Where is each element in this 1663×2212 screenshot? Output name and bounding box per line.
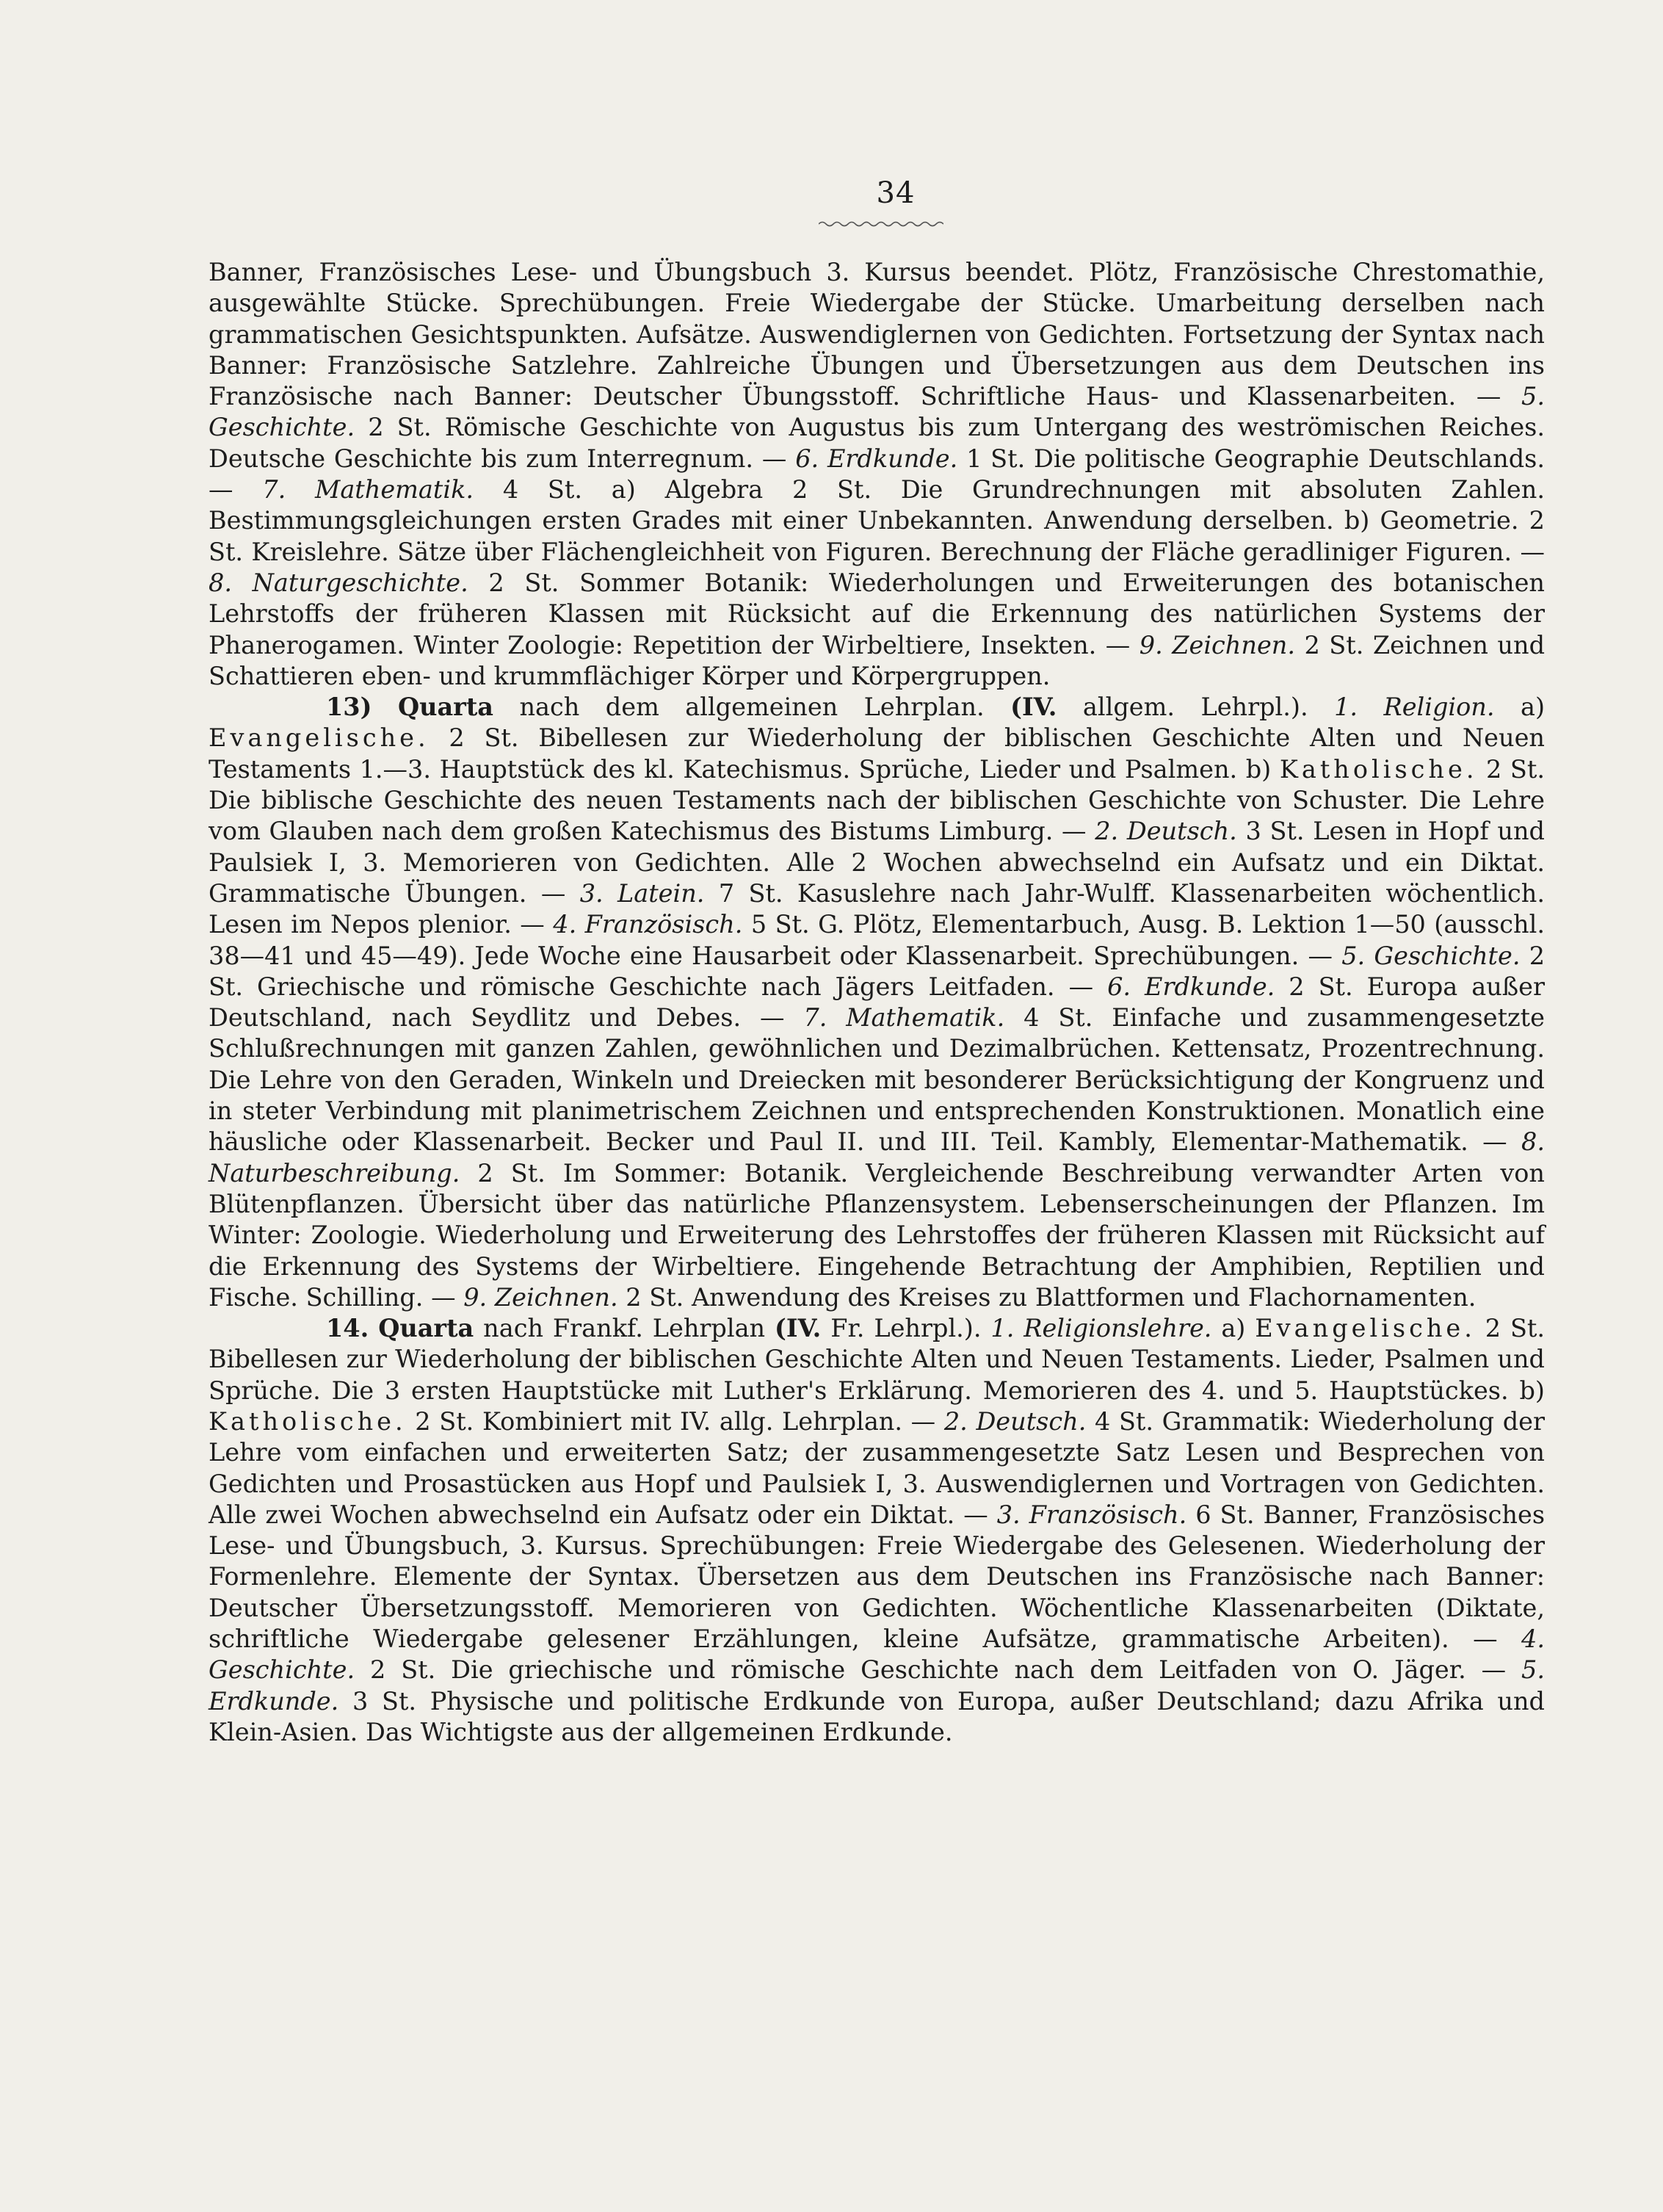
subject-zeichnen: 9. Zeichnen. <box>1139 630 1296 659</box>
denomination-evangelisch: Evangelische. <box>209 723 430 753</box>
subject-franzoesisch: 3. Französisch. <box>996 1500 1187 1529</box>
subject-mathematik: 7. Mathematik. <box>803 1003 1005 1033</box>
subject-mathematik: 7. Mathematik. <box>262 475 474 505</box>
main-text <box>209 257 1545 1748</box>
subject-erdkunde: 6. Erdkunde. <box>1107 972 1275 1001</box>
subject-deutsch: 2. Deutsch. <box>943 1406 1087 1436</box>
subject-geschichte: 5. Geschichte. <box>209 382 1545 442</box>
page-number-ornament <box>819 219 943 229</box>
subject-geschichte: 5. Geschichte. <box>1341 941 1521 970</box>
plan-tag: (IV. <box>1010 693 1057 722</box>
subject-religionslehre: 1. Religionslehre. <box>990 1314 1212 1343</box>
section-number: 14. <box>326 1314 369 1343</box>
class-name: Quarta <box>378 1314 474 1343</box>
subject-zeichnen: 9. Zeichnen. <box>463 1282 618 1312</box>
subject-erdkunde: 6. Erdkunde. <box>795 444 958 473</box>
subject-naturbeschreibung: 8. Naturbeschreibung. <box>209 1127 1545 1188</box>
denomination-evangelisch: Evangelische. <box>1255 1314 1476 1343</box>
subject-erdkunde: 5. Erdkunde. <box>209 1655 1545 1716</box>
subject-naturgeschichte: 8. Naturgeschichte. <box>209 568 468 597</box>
subject-religion: 1. Religion. <box>1334 693 1495 722</box>
denomination-katholisch: Katholische. <box>209 1406 407 1436</box>
subject-geschichte: 4. Geschichte. <box>209 1624 1546 1685</box>
paragraph-quarta-allgemein: 13) Quarta nach dem allgemeinen Lehrplan. (IV. allgem. Lehrpl.). 1. Religion. a) Evangelische. 2 St. Bibellesen zur Wiederholung der biblischen Geschichte Alten und Neuen Testaments 1.—3. Hauptstück des kl. Katechismus. Sprüche, Lieder und Psalmen. b) Katholische. 2 St. Die biblische Geschichte des neuen Testaments nach der biblischen Geschichte von Schuster. Die Lehre vom Glauben nach dem großen Katechismus des Bistums Limburg. — 2. Deutsch. 3 St. Lesen in Hopf und Paulsiek I, 3. Memorieren von Gedichten. Alle 2 Wochen abwechselnd ein Aufsatz und ein Diktat. Grammatische Übungen. — 3. Latein. 7 St. Kasuslehre nach Jahr-Wulff. Klassenarbeiten wöchentlich. Lesen im Nepos plenior. — 4. Französisch. 5 St. G. Plötz, Elementarbuch, Ausg. B. Lektion 1—50 (ausschl. 38—41 und 45—49). Jede Woche eine Hausarbeit oder Klassenarbeit. Sprechübungen. — 5. Geschichte. 2 St. Griechische und römische Geschichte nach Jägers Leitfaden. — 6. Erdkunde. 2 St. Europa außer Deutschland, nach Seydlitz und Debes. — 7. Mathematik. 4 St. Einfache und zusammengesetzte Schlußrechnungen mit ganzen Zahlen, gewöhnlichen und Dezimalbrüchen. Kettensatz, Prozentrechnung. Die Lehre von den Geraden, Winkeln und Dreiecken mit besonderer Berücksichtigung der Kongruenz und in steter Verbindung mit planimetrischem Zeichnen und entsprechenden Konstruktionen. Monatlich eine häusliche oder Klassenarbeit. Becker und Paul II. und III. Teil. Kambly, Elementar-Mathematik. — 8. Naturbeschreibung. 2 St. Im Sommer: Botanik. Vergleichende Beschreibung verwandter Arten von Blütenpflanzen. Übersicht über das natürliche Pflanzensystem. Lebenserscheinungen der Pflanzen. Im Winter: Zoologie. Wiederholung und Erweiterung des Lehrstoffes der früheren Klassen mit Rücksicht auf die Erkennung des Systems der Wirbeltiere. Eingehende Betrachtung der Amphibien, Reptilien und Fische. Schilling. — 9. Zeichnen. 2 St. Anwendung des Kreises zu Blattformen und Flachornamenten. <box>209 693 1546 1312</box>
subject-latein: 3. Latein. <box>579 878 705 908</box>
paragraph-quarta-frankfurt: 14. Quarta nach Frankf. Lehrplan (IV. Fr. Lehrpl.). 1. Religionslehre. a) Evangelische. 2 St. Bibellesen zur Wiederholung der biblischen Geschichte Alten und Neuen Testaments. Lieder, Psalmen und Sprüche. Die 3 ersten Hauptstücke mit Luther's Erklärung. Memorieren des 4. und 5. Hauptstückes. b) Katholische. 2 St. Kombiniert mit IV. allg. Lehrplan. — 2. Deutsch. 4 St. Grammatik: Wiederholung der Lehre vom einfachen und erweiterten Satz; der zusammengesetzte Satz Lesen und Besprechen von Gedichten und Prosastücken aus Hopf und Paulsiek I, 3. Auswendiglernen und Vortragen von Gedichten. Alle zwei Wochen abwechselnd ein Aufsatz oder ein Diktat. — 3. Französisch. 6 St. Banner, Französisches Lese- und Übungsbuch, 3. Kursus. Sprechübungen: Freie Wiedergabe des Gelesenen. Wiederholung der Formenlehre. Elemente der Syntax. Übersetzen aus dem Deutschen ins Französische nach Banner: Deutscher Übersetzungsstoff. Memorieren von Gedichten. Wöchentliche Klassenarbeiten (Diktate, schriftliche Wiedergabe gelesener Erzählungen, kleine Aufsätze, grammatische Arbeiten). — 4. Geschichte. 2 St. Die griechische und römische Geschichte nach dem Leitfaden von O. Jäger. — 5. Erdkunde. 3 St. Physische und politische Erdkunde von Europa, außer Deutschland; dazu Afrika und Klein-Asien. Das Wichtigste aus der allgemeinen Erdkunde. <box>209 1314 1546 1746</box>
subject-deutsch: 2. Deutsch. <box>1095 817 1237 846</box>
paragraph-continued: Banner, Französisches Lese- und Übungsbuch 3. Kursus beendet. Plötz, Französische Chrestomathie, ausgewählte Stücke. Sprechübungen. Freie Wiedergabe der Stücke. Umarbeitung derselben nach grammatischen Gesichtspunkten. Aufsätze. Auswendiglernen von Gedichten. Fortsetzung der Syntax nach Banner: Französische Satzlehre. Zahlreiche Übungen und Übersetzungen aus dem Deutschen ins Französische nach Banner: Deutscher Übungsstoff. Schriftliche Haus- und Klassenarbeiten. — 5. Geschichte. 2 St. Römische Geschichte von Augustus bis zum Untergang des weströmischen Reiches. Deutsche Geschichte bis zum Interregnum. — 6. Erdkunde. 1 St. Die politische Geographie Deutschlands. — 7. Mathematik. 4 St. a) Algebra 2 St. Die Grundrechnungen mit absoluten Zahlen. Bestimmungsgleichungen ersten Grades mit einer Unbekannten. Anwendung derselben. b) Geometrie. 2 St. Kreislehre. Sätze über Flächengleichheit von Figuren. Berechnung der Fläche geradliniger Figuren. — 8. Naturgeschichte. 2 St. Sommer Botanik: Wiederholungen und Erweiterungen des botanischen Lehrstoffs der früheren Klassen mit Rücksicht auf die Erkennung des natürlichen Systems der Phanerogamen. Winter Zoologie: Repetition der Wirbeltiere, Insekten. — 9. Zeichnen. 2 St. Zeichnen und Schattieren eben- und krummflächiger Körper und Körpergruppen. <box>209 258 1546 690</box>
section-number: 13) <box>326 693 372 722</box>
plan-tag: (IV. <box>775 1314 822 1343</box>
page-number: 34 <box>876 176 916 210</box>
denomination-katholisch: Katholische. <box>1279 754 1478 784</box>
class-name: Quarta <box>397 693 494 722</box>
subject-franzoesisch: 4. Französisch. <box>553 910 743 939</box>
